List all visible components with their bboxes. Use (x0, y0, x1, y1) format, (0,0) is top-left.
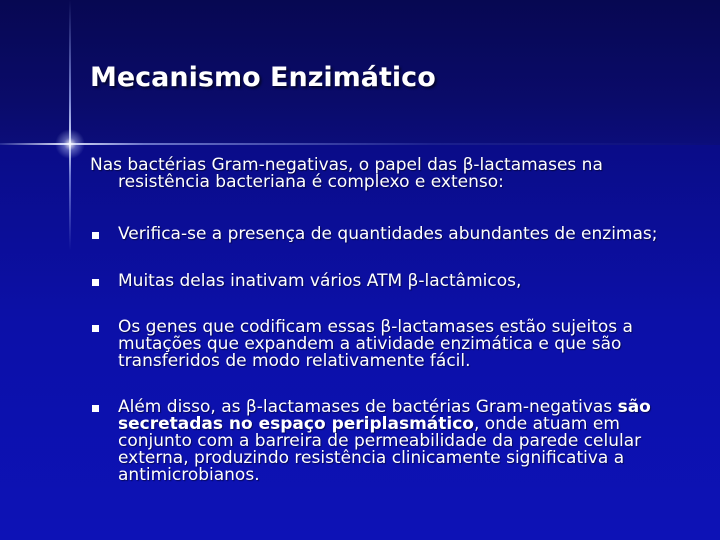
bullet-item (90, 399, 690, 484)
decorative-crosshair-glow (55, 129, 85, 159)
bullet-item (90, 226, 690, 243)
bullet-text: Muitas delas inativam vários ATM β-lactâmicos, (118, 271, 522, 291)
slide-body (90, 157, 690, 484)
bullet-list (90, 226, 690, 484)
square-bullet-icon (92, 325, 99, 332)
bullet-item (90, 319, 690, 370)
bullet-item (90, 273, 690, 290)
slide-title: Mecanismo Enzimático (90, 62, 436, 93)
bullet-text-after: , onde atuam em conjunto com a barreira de permeabilidade da parede celular externa, produzindo resistência clinicamente significativa a antimicrobianos. (118, 414, 642, 485)
square-bullet-icon (92, 405, 99, 412)
decorative-horizontal-line (0, 143, 720, 145)
bullet-text: Os genes que codificam essas β-lactamases estão sujeitos a mutações que expandem a atividade enzimática e que são transferidos de modo relativamente fácil. (118, 317, 633, 371)
square-bullet-icon (92, 232, 99, 239)
decorative-vertical-line (69, 0, 71, 250)
bullet-text-bold: são secretadas no espaço periplasmático (118, 397, 651, 434)
square-bullet-icon (92, 279, 99, 286)
bullet-text: Verifica-se a presença de quantidades abundantes de enzimas; (118, 224, 658, 244)
bullet-text-before: Além disso, as β-lactamases de bactérias Gram-negativas (118, 397, 618, 417)
intro-paragraph: Nas bactérias Gram-negativas, o papel das β-lactamases na resistência bacteriana é complexo e extenso: (90, 155, 603, 192)
